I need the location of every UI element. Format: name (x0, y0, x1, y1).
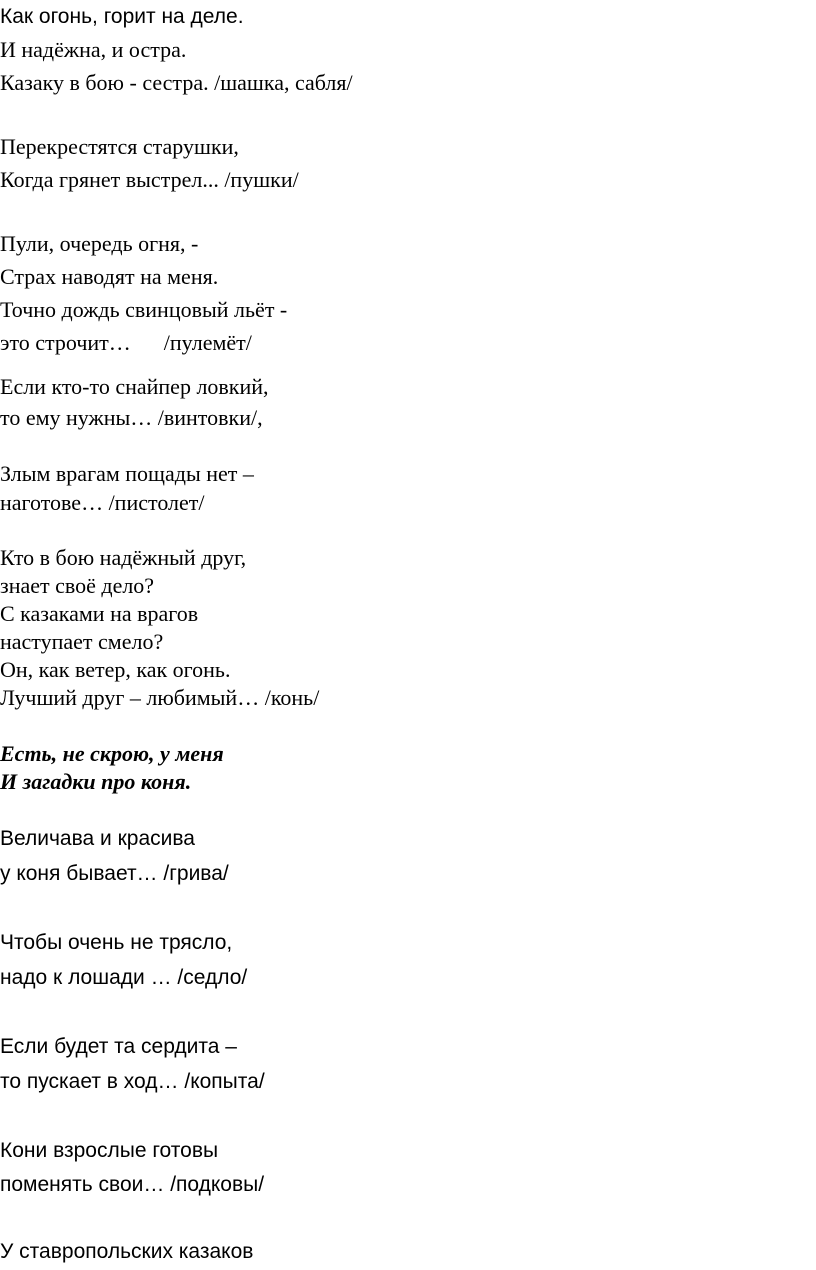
text-line: Лучший друг – любимый… /конь/ (0, 685, 320, 710)
text-line: наготове… /пистолет/ (0, 490, 205, 515)
text-line: С казаками на врагов (0, 601, 199, 626)
text-line: Пули, очередь огня, - (0, 231, 199, 256)
text-line-emphasis: Есть, не скрою, у меня (0, 741, 224, 766)
text-line: У ставропольских казаков (0, 1240, 254, 1263)
text-line: Кони взрослые готовы (0, 1139, 219, 1162)
text-line: поменять свои… /подковы/ (0, 1173, 265, 1196)
text-line: Кто в бою надёжный друг, (0, 545, 247, 570)
text-line: Как огонь, горит на деле. (0, 5, 244, 28)
text-line: Перекрестятся старушки, (0, 134, 239, 159)
text-line: знает своё дело? (0, 573, 155, 598)
text-line: Когда грянет выстрел... /пушки/ (0, 167, 299, 192)
text-line: Если кто-то снайпер ловкий, (0, 374, 269, 399)
text-line: И надёжна, и остра. (0, 37, 187, 62)
text-line: Чтобы очень не трясло, (0, 931, 233, 954)
text-line: Он, как ветер, как огонь. (0, 657, 231, 682)
text-line: то пускает в ход… /копыта/ (0, 1070, 265, 1093)
text-line: Если будет та сердита – (0, 1035, 237, 1058)
text-line-emphasis: И загадки про коня. (0, 769, 192, 794)
text-line: Точно дождь свинцовый льёт - (0, 297, 288, 322)
text-line: Злым врагам пощады нет – (0, 461, 254, 486)
text-line: то ему нужны… /винтовки/, (0, 405, 263, 430)
text-line: Казаку в бою - сестра. /шашка, сабля/ (0, 70, 353, 95)
text-line: Величава и красива (0, 827, 195, 850)
text-line: Страх наводят на меня. (0, 264, 219, 289)
text-line: надо к лошади … /седло/ (0, 966, 248, 989)
text-line: это строчит… /пулемёт/ (0, 330, 252, 355)
text-line: наступает смело? (0, 629, 164, 654)
text-line: у коня бывает… /грива/ (0, 862, 229, 885)
